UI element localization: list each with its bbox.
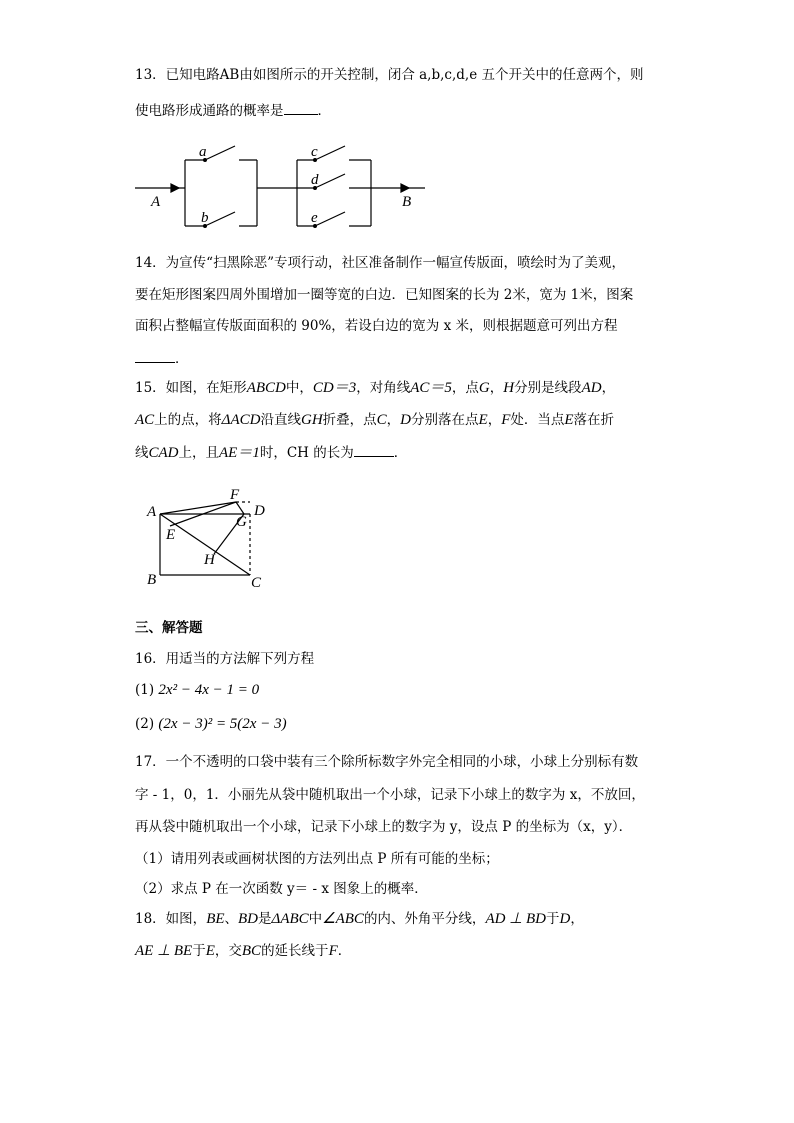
q14-line-3: 面积占整幅宣传版面面积的 90%，若设白边的宽为 x 米，则根据题意可列出方程 (135, 318, 618, 334)
label-B: B (402, 194, 412, 210)
q13-end: ． (317, 103, 331, 119)
q16-part-1: (1) 2x² − 4x − 1 = 0 (135, 682, 260, 698)
arrow-b-icon (401, 184, 409, 192)
switch-c (315, 146, 345, 160)
answer-blank[interactable] (354, 442, 394, 457)
q13-text: 使电路形成通路的概率是 (135, 103, 284, 119)
q17-line-2: 字 - 1，0，1．小丽先从袋中随机取出一个小球，记录下小球上的数字为 x，不放回， (135, 787, 645, 803)
rectangle-fold-figure (140, 487, 280, 591)
q18-line-1: 18．如图，BE、BD是ΔABC中∠ABC的内、外角平分线，AD ⊥ BD于D， (135, 911, 584, 927)
answer-blank[interactable] (284, 100, 318, 115)
label-b: b (201, 210, 209, 226)
label-a: a (199, 144, 207, 160)
answer-blank[interactable] (135, 348, 175, 363)
arrow-a-icon (171, 184, 179, 192)
switch-e (315, 212, 345, 226)
q17-line-3: 再从袋中随机取出一个小球，记录下小球上的数字为 y，设点 P 的坐标为（x，y）． (135, 819, 633, 835)
q15-line-1: 15．如图，在矩形ABCD中，CD＝3，对角线AC＝5，点G，H分别是线段AD， (135, 380, 616, 396)
q14-line-1: 14．为宣传“扫黑除恶”专项行动，社区准备制作一幅宣传版面，喷绘时为了美观， (135, 255, 625, 271)
label-C: C (251, 575, 262, 591)
q17-sub-2: （2）求点 P 在一次函数 y＝ - x 图象上的概率． (135, 881, 428, 897)
q16-part-2: (2) (2x − 3)² = 5(2x − 3) (135, 716, 287, 732)
label-H: H (204, 552, 215, 568)
label-A: A (147, 504, 157, 520)
q17-line-1: 17．一个不透明的口袋中装有三个除所标数字外完全相同的小球，小球上分别标有数 (135, 754, 639, 770)
circuit-diagram (135, 138, 435, 238)
q14-line-2: 要在矩形图案四周外围增加一圈等宽的白边．已知图案的长为 2米，宽为 1米，图案 (135, 287, 634, 303)
label-c: c (311, 144, 318, 160)
switch-a (205, 146, 235, 160)
label-G: G (236, 514, 247, 530)
q18-line-2: AE ⊥ BE于E，交BC的延长线于F． (135, 943, 352, 959)
q17-sub-1: （1）请用列表或画树状图的方法列出点 P 所有可能的坐标； (135, 851, 499, 867)
label-F: F (230, 487, 240, 503)
q15-line-2: AC上的点，将ΔACD沿直线GH折叠，点C，D分别落在点E，F处．当点E落在折 (135, 412, 615, 428)
label-e: e (311, 210, 318, 226)
q13-line-2 (135, 100, 331, 120)
label-E: E (166, 527, 176, 543)
label-A: A (151, 194, 161, 210)
q16-title: 16．用适当的方法解下列方程 (135, 651, 315, 667)
label-D: D (254, 503, 265, 519)
switch-b (205, 212, 235, 226)
switch-d (315, 174, 345, 188)
section-heading: 三、解答题 (135, 620, 203, 636)
label-B: B (147, 572, 157, 588)
q13-line-1: 13．已知电路AB由如图所示的开关控制，闭合 a,b,c,d,e 五个开关中的任意两个，则 (135, 67, 644, 83)
q15-line-3: 线CAD上，且AE＝1时，CH 的长为 ． (135, 442, 407, 462)
label-d: d (311, 172, 319, 188)
q14-line-4: ． (135, 348, 189, 368)
